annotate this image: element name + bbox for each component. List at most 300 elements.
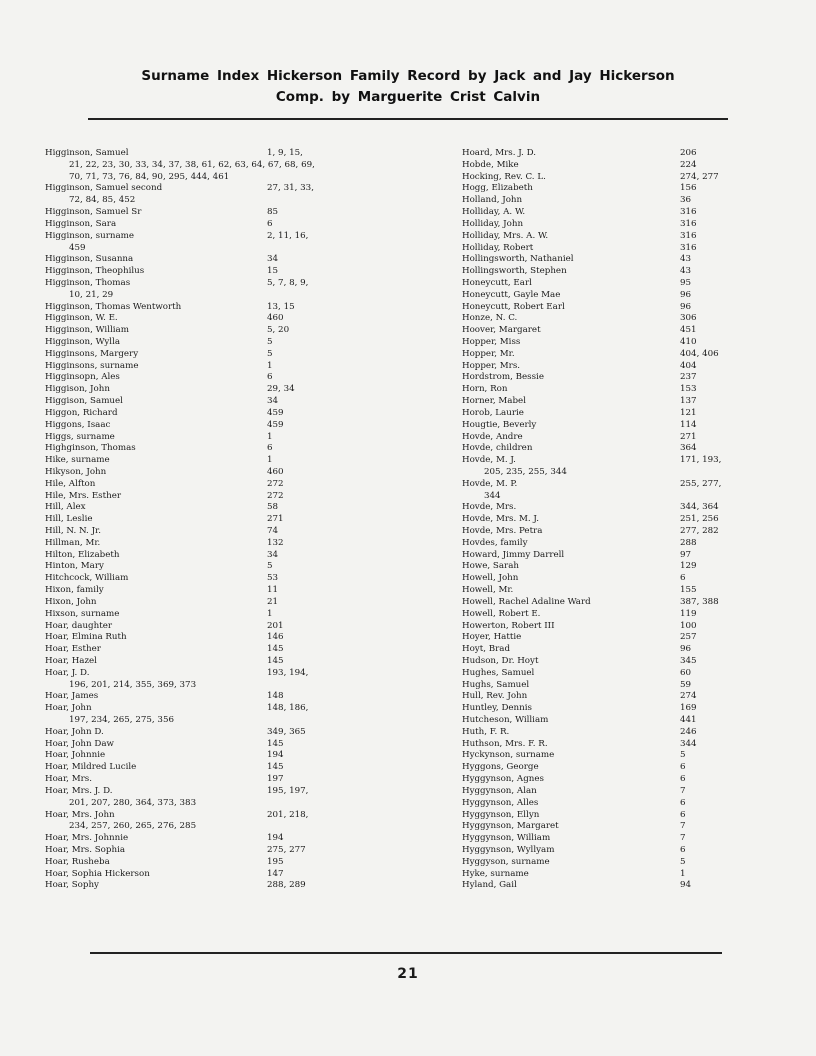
- entry-pages: 6: [680, 809, 686, 820]
- entry-pages: 387, 388: [680, 596, 719, 607]
- index-entry: [462, 715, 762, 727]
- index-entry: [462, 727, 762, 739]
- entry-name: Higginsopn, Ales: [45, 372, 120, 383]
- entry-pages: 147: [267, 868, 284, 879]
- entry-pages: 271: [680, 431, 697, 442]
- entry-name: Hile, Alfton: [45, 478, 96, 489]
- index-column-right: [462, 148, 762, 892]
- entry-pages: 171, 193,: [680, 455, 722, 466]
- index-entry: [45, 467, 390, 479]
- entry-pages: 5: [267, 561, 273, 572]
- entry-pages: 6: [680, 573, 686, 584]
- index-entry: [462, 597, 762, 609]
- index-entry: [45, 408, 390, 420]
- entry-name: Hoyer, Hattie: [462, 632, 522, 643]
- entry-pages: 34: [267, 549, 279, 560]
- entry-name: Hoar, Hazel: [45, 655, 97, 666]
- entry-name: Hoar, John D.: [45, 726, 104, 737]
- entry-name: Hull, Rev. John: [462, 691, 528, 702]
- entry-pages: 148: [267, 691, 284, 702]
- entry-name: Howard, Jimmy Darrell: [462, 549, 565, 560]
- index-entry: [45, 762, 390, 774]
- entry-pages: 277, 282: [680, 526, 719, 536]
- index-entry: [45, 621, 390, 633]
- entry-pages: 459: [267, 407, 284, 418]
- entry-name: Higginson, Samuel Sr: [45, 207, 142, 218]
- entry-pages: 306: [680, 313, 697, 324]
- entry-pages: 119: [680, 608, 697, 619]
- index-entry: [462, 774, 762, 786]
- entry-name: Hoar, Mrs. John: [45, 809, 115, 820]
- entry-name: Hocking, Rev. C. L.: [462, 171, 546, 182]
- entry-name: Hyggynson, Alan: [462, 785, 537, 796]
- entry-pages: 6: [680, 774, 686, 785]
- entry-name: Higginson, William: [45, 325, 129, 336]
- entry-pages: 288, 289: [267, 880, 306, 891]
- entry-name: Higginson, Sara: [45, 218, 117, 229]
- entry-name: Hinton, Mary: [45, 561, 104, 572]
- index-entry: [462, 349, 762, 361]
- entry-pages: 201, 218,: [267, 809, 309, 820]
- index-entry: [462, 443, 762, 455]
- entry-pages: 153: [680, 384, 697, 395]
- index-entry: [45, 573, 390, 585]
- index-entry: [45, 774, 390, 786]
- entry-name: Hovde, Mrs. Petra: [462, 526, 543, 536]
- entry-name: Hoyt, Brad: [462, 644, 511, 655]
- index-entry: [45, 313, 390, 325]
- entry-pages: 274, 277: [680, 171, 719, 182]
- entry-pages: 137: [680, 396, 697, 407]
- entry-name: Hoar, Mrs.: [45, 774, 92, 785]
- header-title-line-1: Surname Index Hickerson Family Record by Jack and Jay Hickerson: [141, 68, 675, 84]
- index-entry: [45, 845, 390, 857]
- entry-pages: 316: [680, 207, 697, 218]
- entry-name: Hovde, M. P.: [462, 478, 518, 489]
- entry-pages: 7: [680, 833, 686, 844]
- entry-pages: 272: [267, 490, 284, 501]
- index-entry: [462, 183, 762, 195]
- entry-pages: 96: [680, 644, 692, 655]
- index-entry: [462, 325, 762, 337]
- entry-pages: 5: [680, 750, 686, 761]
- entry-pages: 5: [267, 337, 273, 347]
- entry-pages: 145: [267, 738, 284, 749]
- entry-pages: 251, 256: [680, 514, 719, 525]
- entry-name: Hilton, Elizabeth: [45, 549, 120, 560]
- entry-name: Hovdes, family: [462, 537, 528, 548]
- entry-name: Honze, N. C.: [462, 313, 518, 324]
- entry-name: Holliday, Mrs. A. W.: [462, 230, 549, 241]
- entry-name: Hoar, Mrs. Johnnie: [45, 833, 129, 844]
- index-entry: [462, 432, 762, 444]
- index-entry: [462, 833, 762, 845]
- index-entry: [45, 384, 390, 396]
- entry-pages-continued: 70, 71, 73, 76, 84, 90, 295, 444, 461: [69, 171, 230, 182]
- entry-name: Horn, Ron: [462, 384, 508, 395]
- index-entry: [462, 538, 762, 550]
- index-entry: [45, 278, 390, 302]
- entry-pages: 43: [680, 254, 692, 265]
- index-entry: [45, 455, 390, 467]
- index-entry: [45, 254, 390, 266]
- entry-name: Hillman, Mr.: [45, 537, 101, 548]
- entry-name: Hovde, children: [462, 443, 533, 454]
- entry-name: Hopper, Miss: [462, 337, 521, 347]
- index-entry: [45, 561, 390, 573]
- index-entry: [462, 266, 762, 278]
- entry-name: Hougtie, Beverly: [462, 419, 537, 430]
- entry-name: Hollingsworth, Stephen: [462, 266, 567, 277]
- entry-name: Hile, Mrs. Esther: [45, 490, 122, 501]
- index-entry: [45, 432, 390, 444]
- entry-pages: 74: [267, 526, 279, 536]
- entry-name: Howell, Robert E.: [462, 608, 541, 619]
- entry-name: Hovde, Mrs. M. J.: [462, 514, 539, 525]
- entry-name: Huthson, Mrs. F. R.: [462, 738, 548, 749]
- index-entry: [45, 361, 390, 373]
- entry-pages: 58: [267, 502, 279, 513]
- entry-pages: 1: [267, 431, 273, 442]
- entry-pages: 194: [267, 750, 284, 761]
- entry-pages: 344: [680, 738, 697, 749]
- entry-name: Honeycutt, Robert Earl: [462, 301, 565, 312]
- entry-name: Hughes, Samuel: [462, 667, 535, 678]
- entry-pages: 132: [267, 537, 284, 548]
- entry-name: Hogg, Elizabeth: [462, 183, 533, 194]
- entry-name: Howe, Sarah: [462, 561, 519, 572]
- index-entry: [462, 420, 762, 432]
- entry-pages: 344, 364: [680, 502, 719, 513]
- entry-name: Hyggynson, Ellyn: [462, 809, 540, 820]
- index-entry: [462, 148, 762, 160]
- entry-pages: 43: [680, 266, 692, 277]
- index-entry: [462, 207, 762, 219]
- index-entry: [45, 750, 390, 762]
- index-entry: [45, 526, 390, 538]
- entry-name: Hopper, Mr.: [462, 348, 515, 359]
- entry-pages: 5, 7, 8, 9,: [267, 277, 309, 288]
- entry-name: Hikyson, John: [45, 466, 107, 477]
- entry-name: Honeycutt, Earl: [462, 277, 532, 288]
- entry-pages: 410: [680, 337, 697, 347]
- entry-pages: 1: [267, 360, 273, 371]
- entry-name: Hoover, Margaret: [462, 325, 541, 336]
- entry-pages: 129: [680, 561, 697, 572]
- entry-name: Hoar, Sophia Hickerson: [45, 868, 150, 879]
- entry-pages: 1: [267, 608, 273, 619]
- entry-pages: 5, 20: [267, 325, 290, 336]
- entry-pages: 146: [267, 632, 284, 643]
- index-entry: [462, 290, 762, 302]
- entry-name: Hoar, John Daw: [45, 738, 114, 749]
- index-entry: [45, 869, 390, 881]
- entry-name: Hoar, John: [45, 703, 92, 714]
- index-entry: [45, 231, 390, 255]
- entry-pages-continued: 201, 207, 280, 364, 373, 383: [69, 797, 197, 808]
- entry-name: Howerton, Robert III: [462, 620, 555, 631]
- index-entry: [45, 491, 390, 503]
- index-entry: [462, 845, 762, 857]
- index-entry: [45, 609, 390, 621]
- index-column-left: [45, 148, 390, 892]
- entry-name: Hoar, daughter: [45, 620, 112, 631]
- entry-pages: 451: [680, 325, 697, 336]
- index-entry: [462, 621, 762, 633]
- entry-name: Holliday, John: [462, 218, 524, 229]
- entry-pages: 100: [680, 620, 697, 631]
- entry-name: Horob, Laurie: [462, 407, 524, 418]
- entry-name: Higginson, surname: [45, 230, 135, 241]
- entry-pages: 460: [267, 466, 284, 477]
- page-number: 21: [397, 966, 419, 982]
- index-entry: [462, 361, 762, 373]
- entry-name: Horner, Mabel: [462, 396, 526, 407]
- entry-pages: 95: [680, 277, 692, 288]
- index-entry: [462, 337, 762, 349]
- index-entry: [45, 597, 390, 609]
- entry-name: Hutcheson, William: [462, 715, 549, 725]
- entry-pages: 6: [267, 443, 273, 454]
- entry-name: Hoar, Mrs. Sophia: [45, 844, 126, 855]
- entry-pages: 364: [680, 443, 697, 454]
- entry-pages: 121: [680, 407, 697, 418]
- entry-name: Higgs, surname: [45, 431, 115, 442]
- entry-pages: 5: [680, 856, 686, 867]
- index-entry: [462, 609, 762, 621]
- entry-name: Hill, Leslie: [45, 514, 93, 525]
- entry-pages: 53: [267, 573, 279, 584]
- entry-name: Hordstrom, Bessie: [462, 372, 544, 383]
- entry-name: Hoar, Rusheba: [45, 856, 110, 867]
- entry-pages: 349, 365: [267, 726, 306, 737]
- index-entry: [462, 762, 762, 774]
- index-entry: [462, 644, 762, 656]
- entry-pages: 6: [680, 762, 686, 773]
- entry-pages: 237: [680, 372, 697, 383]
- index-entry: [462, 254, 762, 266]
- index-entry: [462, 786, 762, 798]
- entry-pages: 145: [267, 644, 284, 655]
- entry-name: Hobde, Mike: [462, 159, 519, 170]
- index-entry: [45, 550, 390, 562]
- entry-pages: 316: [680, 242, 697, 253]
- entry-name: Higginson, Susanna: [45, 254, 134, 265]
- entry-pages: 27, 31, 33,: [267, 183, 314, 194]
- index-entry: [462, 195, 762, 207]
- entry-pages: 275, 277: [267, 844, 306, 855]
- entry-pages: 7: [680, 785, 686, 796]
- entry-name: Higginson, Wylla: [45, 337, 121, 347]
- index-entry: [462, 243, 762, 255]
- entry-pages: 404, 406: [680, 348, 719, 359]
- index-entry: [462, 160, 762, 172]
- entry-pages: 201: [267, 620, 284, 631]
- index-entry: [462, 880, 762, 892]
- footer-divider: [90, 952, 722, 954]
- index-entry: [45, 880, 390, 892]
- entry-name: Hyggynson, William: [462, 833, 551, 844]
- entry-name: Hoar, Sophy: [45, 880, 99, 891]
- entry-pages-continued: 197, 234, 265, 275, 356: [69, 715, 175, 725]
- index-entry: [45, 644, 390, 656]
- entry-pages: 169: [680, 703, 697, 714]
- entry-pages: 195, 197,: [267, 785, 309, 796]
- index-entry: [462, 739, 762, 751]
- index-entry: [462, 384, 762, 396]
- entry-name: Hitchcock, William: [45, 573, 129, 584]
- index-entry: [45, 668, 390, 692]
- index-entry: [45, 727, 390, 739]
- entry-pages: 345: [680, 655, 697, 666]
- index-entry: [462, 798, 762, 810]
- index-entry: [462, 526, 762, 538]
- entry-pages: 195: [267, 856, 284, 867]
- index-entry: [45, 266, 390, 278]
- entry-pages: 255, 277,: [680, 478, 722, 489]
- index-entry: [45, 502, 390, 514]
- index-entry: [462, 219, 762, 231]
- entry-name: Hoar, Esther: [45, 644, 101, 655]
- entry-name: Hyggynson, Alles: [462, 797, 539, 808]
- index-entry: [45, 372, 390, 384]
- entry-pages: 404: [680, 360, 697, 371]
- entry-pages: 85: [267, 207, 279, 218]
- entry-name: Higginson, W. E.: [45, 313, 118, 324]
- entry-pages: 271: [267, 514, 284, 525]
- entry-pages: 194: [267, 833, 284, 844]
- entry-pages: 224: [680, 159, 697, 170]
- entry-name: Hill, Alex: [45, 502, 86, 513]
- entry-name: Hixon, family: [45, 585, 104, 596]
- index-entry: [45, 396, 390, 408]
- index-entry: [45, 325, 390, 337]
- entry-name: Hyggynson, Margaret: [462, 821, 559, 832]
- index-entry: [462, 750, 762, 762]
- entry-name: Hudson, Dr. Hoyt: [462, 655, 539, 666]
- index-entry: [45, 739, 390, 751]
- index-entry: [45, 833, 390, 845]
- entry-pages: 272: [267, 478, 284, 489]
- entry-pages: 1: [267, 455, 273, 466]
- index-entry: [462, 668, 762, 680]
- entry-pages: 29, 34: [267, 384, 295, 395]
- entry-name: Howell, Mr.: [462, 585, 514, 596]
- entry-pages: 34: [267, 254, 279, 265]
- entry-name: Hyggynson, Agnes: [462, 774, 544, 785]
- index-entry: [45, 207, 390, 219]
- index-entry: [462, 869, 762, 881]
- entry-pages: 5: [267, 348, 273, 359]
- entry-pages: 11: [267, 585, 279, 596]
- entry-name: Hyggons, George: [462, 762, 539, 773]
- index-entry: [45, 656, 390, 668]
- entry-name: Hollingsworth, Nathaniel: [462, 254, 574, 265]
- entry-name: Higginson, Theophilus: [45, 266, 145, 277]
- entry-pages: 2, 11, 16,: [267, 230, 309, 241]
- entry-pages: 94: [680, 880, 692, 891]
- entry-name: Higginsons, Margery: [45, 348, 139, 359]
- index-entry: [45, 857, 390, 869]
- index-entry: [45, 479, 390, 491]
- index-entry: [45, 786, 390, 810]
- index-entry: [45, 514, 390, 526]
- entry-name: Hoard, Mrs. J. D.: [462, 148, 536, 158]
- index-entry: [462, 278, 762, 290]
- index-entry: [462, 691, 762, 703]
- entry-pages: 145: [267, 762, 284, 773]
- entry-pages: 197: [267, 774, 284, 785]
- index-entry: [45, 302, 390, 314]
- entry-name: Holland, John: [462, 195, 523, 206]
- entry-pages-continued: 72, 84, 85, 452: [69, 195, 136, 206]
- index-entry: [462, 561, 762, 573]
- index-entry: [462, 479, 762, 503]
- header-divider: [88, 118, 728, 120]
- entry-name: Hovde, Andre: [462, 431, 523, 442]
- entry-name: Hoar, Elmina Ruth: [45, 632, 127, 643]
- index-entry: [462, 656, 762, 668]
- header-title-line-2: Comp. by Marguerite Crist Calvin: [275, 89, 541, 105]
- index-entry: [462, 632, 762, 644]
- entry-name: Howell, Rachel Adaline Ward: [462, 596, 591, 607]
- entry-pages-continued: 344: [484, 490, 501, 501]
- entry-name: Higgon, Richard: [45, 407, 118, 418]
- index-entry: [45, 148, 390, 183]
- index-entry: [45, 691, 390, 703]
- index-entry: [45, 183, 390, 207]
- entry-pages: 193, 194,: [267, 667, 309, 678]
- entry-name: Hixson, surname: [45, 608, 120, 619]
- entry-name: Honeycutt, Gayle Mae: [462, 289, 561, 300]
- entry-pages: 206: [680, 148, 697, 158]
- index-entry: [45, 810, 390, 834]
- index-entry: [45, 703, 390, 727]
- entry-name: Hovde, M. J.: [462, 455, 516, 466]
- entry-name: Hyke, surname: [462, 868, 529, 879]
- entry-name: Higgison, Samuel: [45, 396, 123, 407]
- entry-pages-continued: 205, 235, 255, 344: [484, 466, 567, 477]
- index-entry: [462, 680, 762, 692]
- entry-pages: 316: [680, 230, 697, 241]
- entry-pages: 145: [267, 655, 284, 666]
- entry-name: Hoar, Mildred Lucile: [45, 762, 137, 773]
- entry-name: Hike, surname: [45, 455, 110, 466]
- entry-name: Holliday, Robert: [462, 242, 534, 253]
- index-entry: [45, 443, 390, 455]
- entry-name: Hixon, John: [45, 596, 97, 607]
- entry-name: Hyckynson, surname: [462, 750, 555, 761]
- index-entry: [45, 585, 390, 597]
- entry-name: Hoar, J. D.: [45, 667, 90, 678]
- entry-pages: 459: [267, 419, 284, 430]
- entry-pages: 6: [680, 844, 686, 855]
- entry-name: Hyggyson, surname: [462, 856, 550, 867]
- entry-pages-continued: 459: [69, 242, 86, 253]
- entry-name: Hyland, Gail: [462, 880, 517, 891]
- entry-pages: 59: [680, 679, 692, 690]
- entry-pages: 36: [680, 195, 692, 206]
- index-entry: [45, 337, 390, 349]
- entry-pages: 96: [680, 289, 692, 300]
- entry-pages: 7: [680, 821, 686, 832]
- entry-pages: 6: [680, 797, 686, 808]
- entry-name: Higginson, Samuel second: [45, 183, 163, 194]
- index-entry: [462, 585, 762, 597]
- index-entry: [462, 514, 762, 526]
- index-entry: [462, 172, 762, 184]
- entry-pages: 155: [680, 585, 697, 596]
